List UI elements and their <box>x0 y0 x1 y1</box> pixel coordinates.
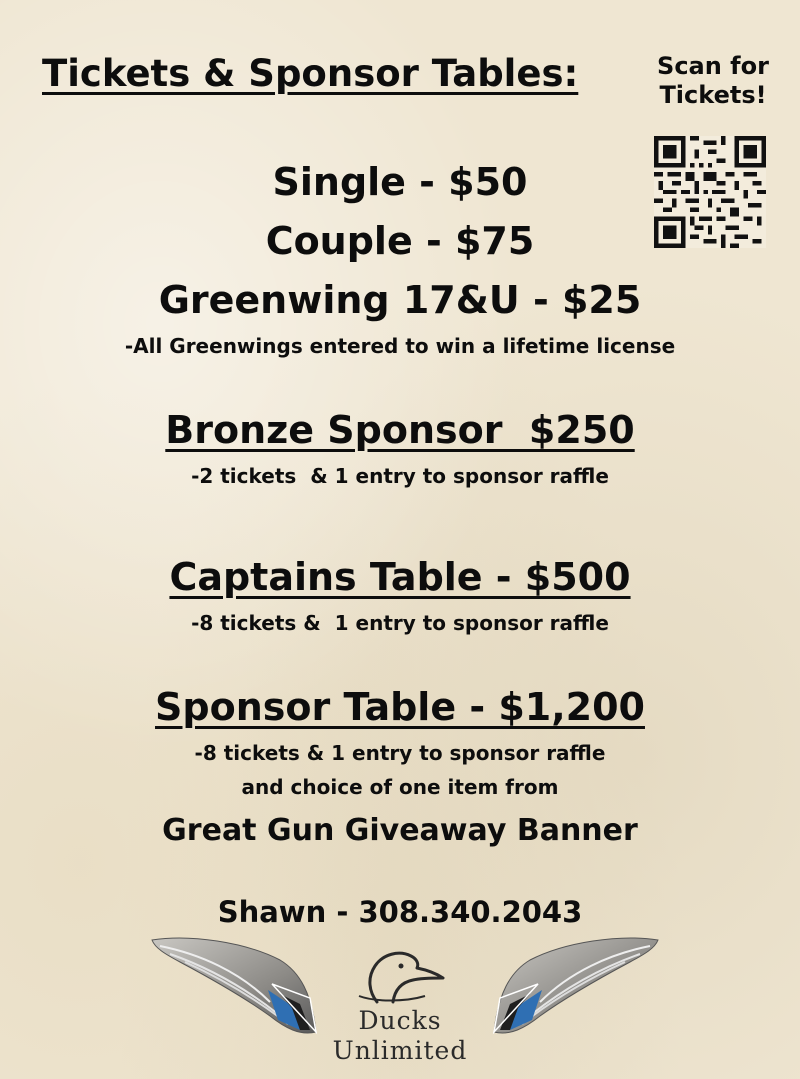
gun-giveaway-banner: Great Gun Giveaway Banner <box>162 813 638 848</box>
duck-head-icon <box>355 944 445 1006</box>
single-ticket-price: Single - $50 <box>272 160 528 204</box>
bronze-sponsor-title: Bronze Sponsor $250 <box>165 408 635 452</box>
logo-unlimited: Unlimited <box>332 1036 468 1065</box>
page-title: Tickets & Sponsor Tables: <box>42 52 579 95</box>
scan-label-line1: Scan for <box>657 52 769 80</box>
sponsor-table-title: Sponsor Table - $1,200 <box>155 685 645 729</box>
scan-label <box>638 52 788 110</box>
sponsor-table-note-2: and choice of one item from <box>241 775 559 799</box>
captains-table-title: Captains Table - $500 <box>169 555 631 599</box>
sponsor-table-note: -8 tickets & 1 entry to sponsor raffle <box>194 741 606 765</box>
bronze-sponsor-note: -2 tickets & 1 entry to sponsor raffle <box>191 464 609 488</box>
couple-ticket-price: Couple - $75 <box>265 219 535 263</box>
greenwing-note: -All Greenwings entered to win a lifetime license <box>124 334 676 358</box>
scan-label-line2: Tickets! <box>659 81 767 109</box>
greenwing-ticket-price: Greenwing 17&U - $25 <box>158 278 642 322</box>
captains-table-note: -8 tickets & 1 entry to sponsor raffle <box>191 611 609 635</box>
logo-ducks: Ducks <box>358 1006 442 1035</box>
contact-phone: Shawn - 308.340.2043 <box>217 895 583 929</box>
